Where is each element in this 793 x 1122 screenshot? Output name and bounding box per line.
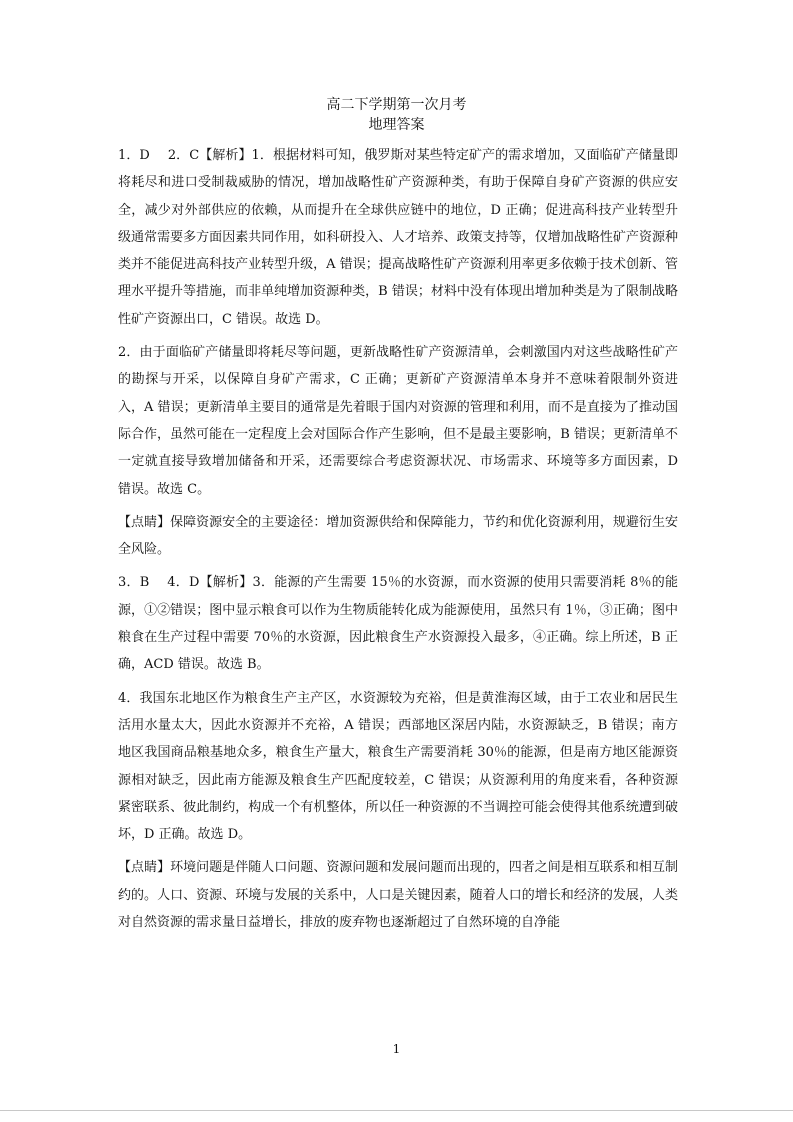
tip-text-1: 保障资源安全的主要途径：增加资源供给和保障能力，节约和优化资源利用，规避衍生安全风险。	[118, 514, 678, 558]
analysis-text-q2: 2．由于面临矿产储量即将耗尽等问题，更新战略性矿产资源清单，会刺激国内对这些战略性矿产的勘探与开采，以保障自身矿产需求，C 正确；更新矿产资源清单本身并不意味着限制外资进入，A 错误；更新清单主要目的通常是先着眼于国内对资源的管理和利用，而不是直接为了推动国际合作，虽然可能在一定程度上会对国际合作产生影响，但不是最主要影响，B 错误；更新清单不一定就直接导致增加储备和开采，还需要综合考虑资源状况、市场需求、环境等多方面因素，D 错误。故选 C。	[118, 345, 678, 497]
analysis-paragraph-q2	[118, 339, 678, 503]
tip-tag: 【点睛】	[118, 514, 171, 530]
answer-q2: 2．C	[167, 148, 200, 163]
answer-paragraph-q3	[118, 569, 678, 678]
analysis-text-q4: 4．我国东北地区作为粮食生产主产区，水资源较为充裕，但是黄淮海区域，由于工农业和居民生活用水量太大，因此水资源并不充裕，A 错误；西部地区深居内陆，水资源缺乏，B 错误；南方地区我国商品粮基地众多，粮食生产量大，粮食生产需要消耗 30％的能源，但是南方地区能源资源相对缺乏，因此南方能源及粮食生产匹配度较差，C 错误；从资源利用的角度来看，各种资源紧密联系、彼此制约，构成一个有机整体，所以任一种资源的不当调控可能会使得其他系统遭到破坏，D 正确。故选 D。	[118, 690, 678, 843]
analysis-tag: 【解析】	[199, 148, 252, 163]
page-subtitle: 地理答案	[368, 117, 425, 133]
answer-q3: 3．B	[118, 575, 150, 591]
answer-q4: 4．D	[167, 575, 200, 591]
answer-q1: 1．D	[118, 148, 150, 163]
answer-paragraph-q1	[118, 142, 678, 333]
analysis-text-q1: 1．根据材料可知，俄罗斯对某些特定矿产的需求增加，又面临矿产储量即将耗尽和进口受制裁威胁的情况，增加战略性矿产资源种类，有助于保障自身矿产资源的供应安全，减少对外部供应的依赖，从而提升在全球供应链中的地位，D 正确；促进高科技产业转型升级通常需要多方面因素共同作用，如科研投入、人才培养、政策支持等，仅增加战略性矿产资源种类并不能促进高科技产业转型升级，A 错误；提高战略性矿产资源利用率更多依赖于技术创新、管理水平提升等措施，而非单纯增加资源种类，B 错误；材料中没有体现出增加种类是为了限制战略性矿产资源出口，C 错误。故选 D。	[118, 148, 678, 327]
analysis-tag: 【解析】	[199, 575, 253, 591]
tip-tag: 【点睛】	[118, 860, 171, 876]
title-block	[0, 95, 793, 135]
tip-paragraph-1	[118, 509, 678, 564]
page-title: 高二下学期第一次月考	[326, 97, 467, 113]
page-bottom-divider	[0, 1110, 793, 1111]
tip-text-2: 环境问题是伴随人口问题、资源问题和发展问题而出现的，四者之间是相互联系和相互制约的。人口、资源、环境与发展的关系中，人口是关键因素，随着人口的增长和经济的发展，人类对自然资源的需求量日益增长，排放的废弃物也逐渐超过了自然环境的自净能	[118, 860, 678, 931]
tip-paragraph-2	[118, 854, 678, 936]
analysis-text-q3: 3．能源的产生需要 15％的水资源，而水资源的使用只需要消耗 8％的能源，①②错误；图中显示粮食可以作为生物质能转化成为能源使用，虽然只有 1％，③正确；图中粮食在生产过程中需要 70％的水资源，因此粮食生产水资源投入最多，④正确。综上所述，B 正确，ACD 错误。故选 B。	[118, 575, 678, 673]
answer-content	[118, 142, 678, 942]
page-number: 1	[392, 1042, 401, 1056]
analysis-paragraph-q4	[118, 685, 678, 849]
